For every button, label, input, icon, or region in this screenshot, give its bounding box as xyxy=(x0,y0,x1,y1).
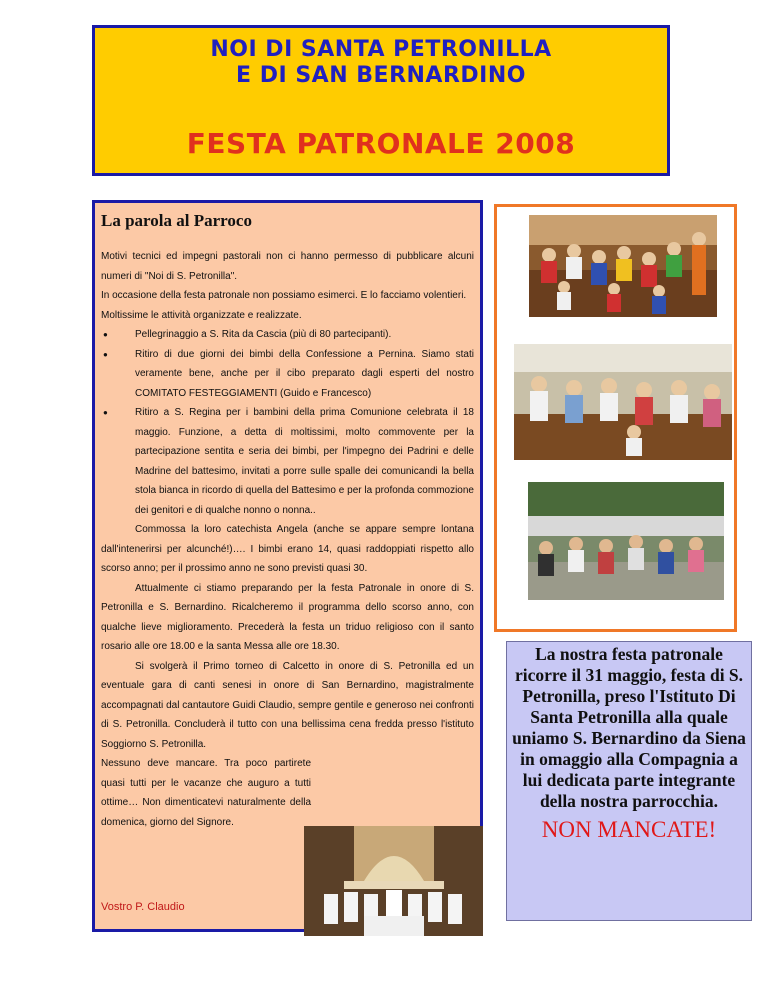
article-paragraph: Commossa la loro catechista Angela (anche se appare sempre lontana dall'intenerirsi per alcunché!)…. I bimbi erano 14, quasi raddoppiati rispetto allo scorso anno; per il prossimo anno ne sono previsti quasi 30. xyxy=(101,524,474,574)
article-body xyxy=(101,247,474,832)
activities-list xyxy=(101,325,474,520)
bullet-icon: ● xyxy=(103,408,108,417)
signature: Vostro P. Claudio xyxy=(101,901,185,913)
bullet-icon: ● xyxy=(103,330,108,339)
activity-item xyxy=(101,325,474,345)
photo-gallery xyxy=(494,204,737,632)
masthead-line-2: E DI SAN BERNARDINO xyxy=(236,63,526,88)
activity-text: Ritiro di due giorni dei bimbi della Confessione a Pernina. Siamo stati veramente bene, anche per il cibo preparato dagli esperti del nostro COMITATO FESTEGGIAMENTI (Guido e Francesco) xyxy=(135,348,474,399)
article-paragraph: Si svolgerà il Primo torneo di Calcetto in onore di S. Petronilla ed un eventuale gara di canti senesi in onore di San Bernardino, magistralmente accompagnati dal cantautore Guidi Claudio, sempre gentile e generoso nei confronti di S. Petronilla. Concluderà il tutto con una bellissima cena fredda presso l'istituto Soggiorno S. Petronilla. xyxy=(101,660,474,750)
parish-priest-article xyxy=(92,200,483,932)
activity-item xyxy=(101,403,474,520)
photo-communion-altar xyxy=(304,826,483,936)
masthead xyxy=(92,25,670,176)
article-paragraph: Motivi tecnici ed impegni pastorali non ci hanno permesso di pubblicare alcuni numeri di "Noi di S. Petronilla". xyxy=(101,251,474,282)
article-paragraph: Nessuno deve mancare. Tra poco partirete quasi tutti per le vacanze che auguro a tutti ottime… Non dimenticatevi naturalmente della domenica, giorno del Signore. xyxy=(101,758,311,828)
activity-text: Pellegrinaggio a S. Rita da Cascia (più di 80 partecipanti). xyxy=(135,329,392,340)
announcement-alert: NON MANCATE! xyxy=(541,817,717,842)
activity-text: Ritiro a S. Regina per i bambini della prima Comunione celebrata il 18 maggio. Funzione, a detta di moltissimi, molto commovente per la partecipazione sentita e seria dei bimbi, per l'impegno dei Padrini e delle Madrine del battesimo, invitati a porre sulle spalle dei comunicandi la bella stola bianca in ricordo di quella del Battesimo e per la profonda commozione dei genitori e di qualche nonno o nonna.. xyxy=(135,407,474,516)
activity-item xyxy=(101,345,474,404)
masthead-line-1: NOI DI SANTA PETRONILLA xyxy=(210,37,552,62)
article-paragraph: Attualmente ci stiamo preparando per la festa Patronale in onore di S. Petronilla e S. Bernardino. Ricalcheremo il programma dello scorso anno, con qualche lieve miglioramento. Precederà la festa un triduo religioso con il santo rosario alle ore 18.00 e la santa Messa alle ore 18.30. xyxy=(101,582,474,652)
festa-title: FESTA PATRONALE 2008 xyxy=(186,127,576,160)
photo-children-church xyxy=(529,215,717,317)
announcement-box xyxy=(506,641,752,921)
photo-outdoor-gathering xyxy=(528,482,724,600)
article-paragraph: Moltissime le attività organizzate e realizzate. xyxy=(101,309,302,321)
bullet-icon: ● xyxy=(103,349,108,359)
article-paragraph: In occasione della festa patronale non possiamo esimerci. E lo facciamo volentieri. xyxy=(101,290,467,301)
article-title: La parola al Parroco xyxy=(101,211,252,230)
announcement-text: La nostra festa patronale ricorre il 31 maggio, festa di S. Petronilla, preso l'Istituto Di Santa Petronilla alla quale uniamo S. Bernardino da Siena in omaggio alla Compagnia a lui dedicata parte integrante della nostra parrocchia. xyxy=(512,644,746,811)
photo-children-pews xyxy=(514,344,732,460)
